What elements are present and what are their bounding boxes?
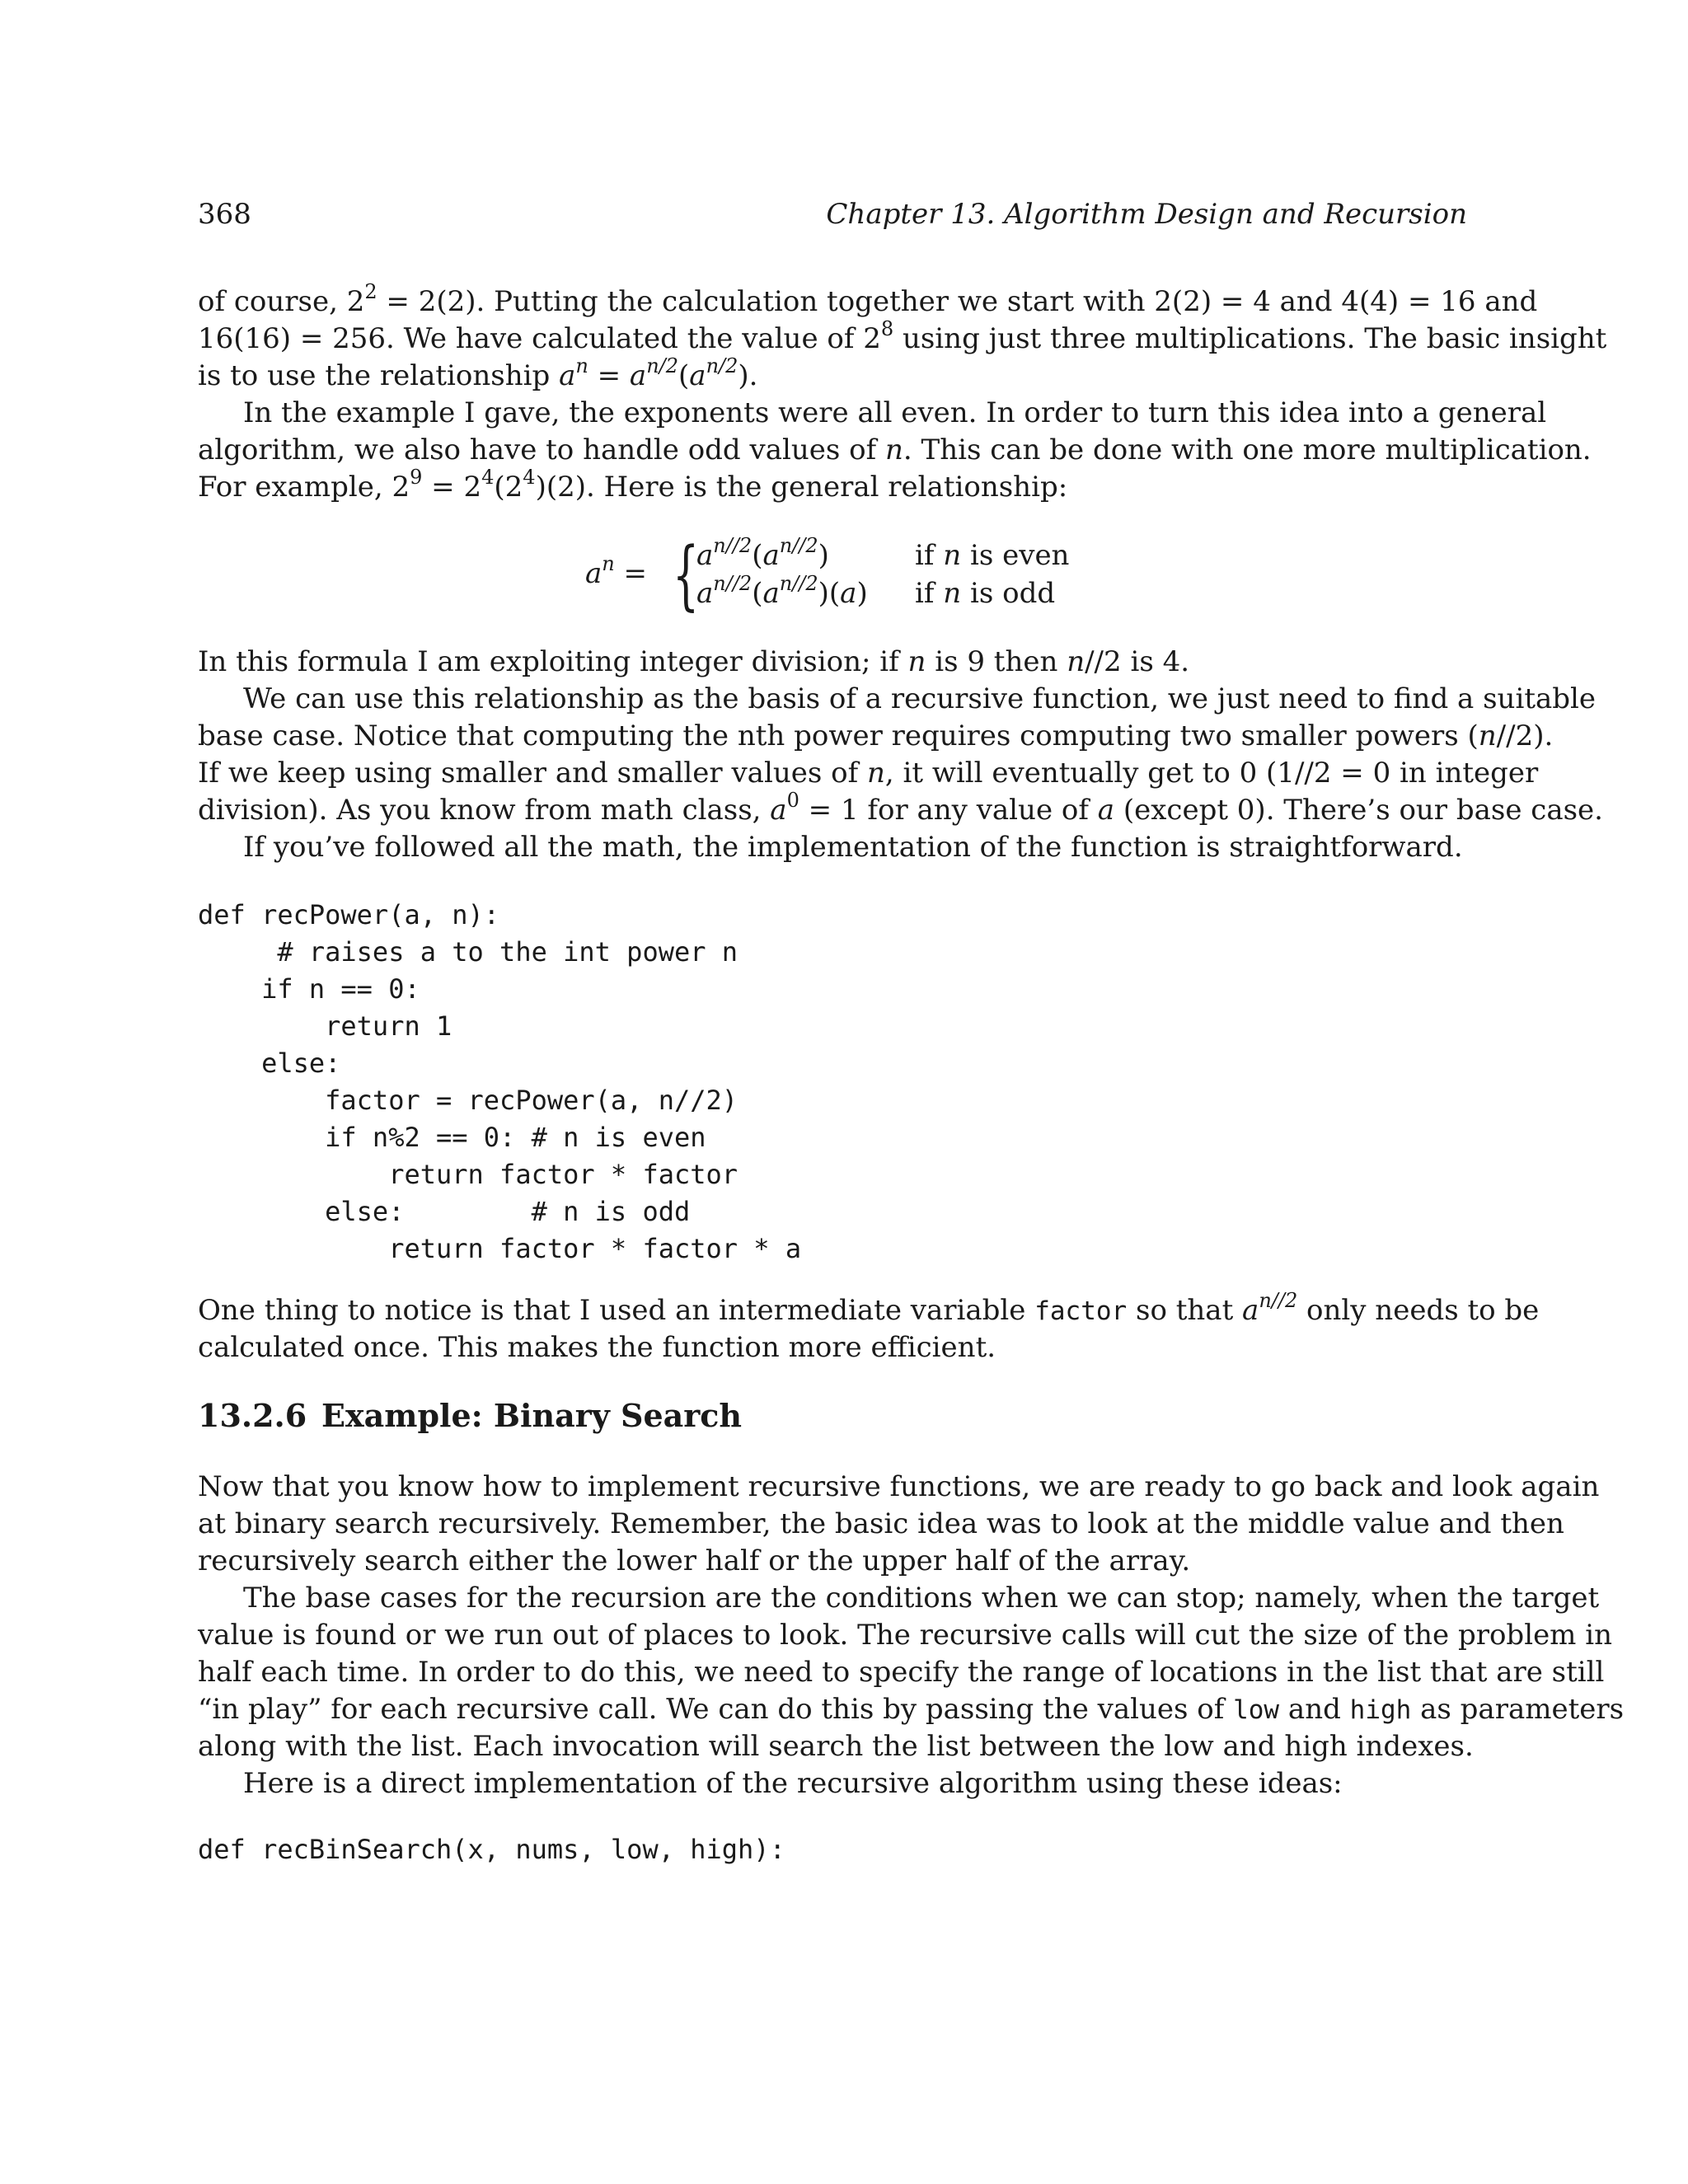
equation-condition-odd: if n is odd	[915, 577, 1056, 610]
inline-code: high	[1349, 1695, 1412, 1725]
code-line: if n%2 == 0: # n is even	[198, 1122, 706, 1153]
code-line: if n == 0:	[198, 973, 420, 1005]
paragraph-line: calculated once. This makes the function more efficient.	[198, 1331, 996, 1364]
paragraph-line: value is found or we run out of places to look. The recursive calls will cut the size of the problem in	[198, 1619, 1613, 1652]
paragraph-line: The base cases for the recursion are the conditions when we can stop; namely, when the target	[243, 1582, 1600, 1615]
section-number: 13.2.6	[198, 1397, 307, 1434]
section-heading	[198, 1395, 742, 1436]
equation-condition-even: if n is even	[915, 539, 1070, 572]
paragraph-line: at binary search recursively. Remember, the basic idea was to look at the middle value and then	[198, 1507, 1564, 1540]
paragraph-line: 16(16) = 256. We have calculated the value of $2^8$ using just three multiplications. The basic insight	[198, 316, 1607, 355]
paragraph-line: recursively search either the lower half or the upper half of the array.	[198, 1544, 1191, 1577]
paragraph-line: In the example I gave, the exponents were all even. In order to turn this idea into a general	[243, 396, 1547, 429]
paragraph-line: Now that you know how to implement recursive functions, we are ready to go back and look again	[198, 1470, 1600, 1503]
equation-case-odd: $a^{n//2}(a^{n//2})(a)$	[696, 571, 868, 610]
chapter-title: Chapter 13. Algorithm Design and Recursion	[826, 198, 1467, 231]
paragraph-line: Here is a direct implementation of the recursive algorithm using these ideas:	[243, 1767, 1343, 1800]
paragraph-line: We can use this relationship as the basis of a recursive function, we just need to find a suitable	[243, 682, 1597, 715]
paragraph-line: is to use the relationship $a^n = a^{n/2}(a^{n/2})$.	[198, 354, 758, 392]
code-line: def recBinSearch(x, nums, low, high):	[198, 1834, 785, 1865]
paragraph-line: If we keep using smaller and smaller values of n, it will eventually get to 0 (1//2 = 0 in integer	[198, 757, 1539, 790]
code-line: return factor * factor * a	[198, 1233, 802, 1264]
paragraph-line: In this formula I am exploiting integer division; if n is 9 then n//2 is 4.	[198, 645, 1190, 678]
running-head	[198, 198, 1467, 239]
equation-lhs: $a^n$ =	[585, 551, 648, 590]
page-number: 368	[198, 198, 251, 231]
paragraph-line: base case. Notice that computing the nth power requires computing two smaller powers (n//2).	[198, 719, 1554, 752]
code-line: return factor * factor	[198, 1159, 738, 1190]
paragraph-line: If you’ve followed all the math, the implementation of the function is straightforward.	[243, 831, 1463, 864]
code-line: def recPower(a, n):	[198, 899, 500, 930]
power-equation	[585, 531, 1162, 626]
equation-case-even: $a^{n//2}(a^{n//2})$	[696, 533, 829, 572]
section-title: Example: Binary Search	[321, 1397, 743, 1434]
code-line: return 1	[198, 1010, 452, 1042]
paragraph-line: half each time. In order to do this, we need to specify the range of locations in the list that are still	[198, 1656, 1605, 1689]
code-line: else:	[198, 1047, 341, 1079]
code-line: factor = recPower(a, n//2)	[198, 1085, 738, 1116]
paragraph-line: “in play” for each recursive call. We can do this by passing the values of low and high as parameters	[198, 1693, 1625, 1726]
code-line: # raises a to the int power n	[198, 936, 738, 968]
paragraph-line: along with the list. Each invocation will search the list between the low and high indexes.	[198, 1730, 1474, 1763]
code-line: else: # n is odd	[198, 1196, 691, 1227]
left-brace: {	[673, 531, 700, 619]
paragraph-line: division). As you know from math class, $a^0 = 1$ for any value of a (except 0). There’s our base case.	[198, 788, 1603, 827]
inline-code: low	[1233, 1695, 1280, 1725]
paragraph-line: One thing to notice is that I used an intermediate variable factor so that $a^{n//2}$ only needs to be	[198, 1288, 1540, 1327]
paragraph-line: algorithm, we also have to handle odd values of n. This can be done with one more multiplication.	[198, 434, 1592, 466]
inline-code: factor	[1034, 1296, 1128, 1326]
paragraph-line: For example, $2^9 = 2^4(2^4)(2)$. Here is the general relationship:	[198, 465, 1068, 504]
paragraph-line: of course, $2^2 = 2(2)$. Putting the calculation together we start with 2(2) = 4 and 4(4) = 16 and	[198, 279, 1538, 318]
